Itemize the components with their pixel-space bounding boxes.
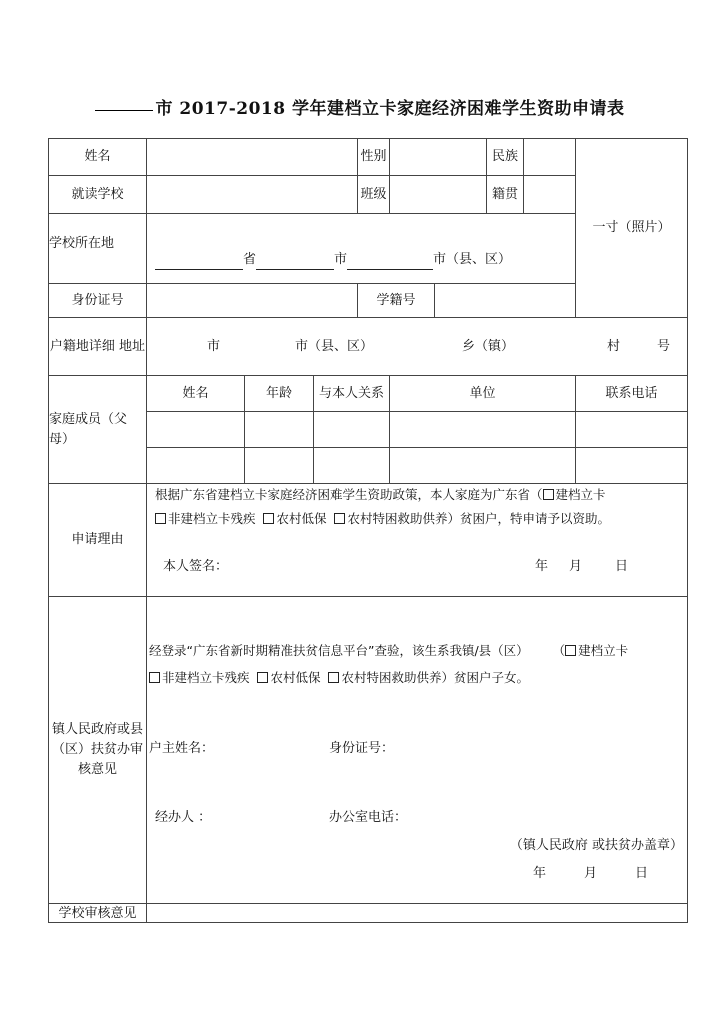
family-cell[interactable] xyxy=(147,448,245,484)
res-county: 市（县、区） xyxy=(295,338,374,354)
province-blank[interactable] xyxy=(155,254,243,270)
family-cell[interactable] xyxy=(314,448,390,484)
checkbox-icon[interactable] xyxy=(565,645,576,656)
res-village: 村 xyxy=(607,338,621,354)
householder-label: 户主姓名： xyxy=(149,741,215,756)
gov-opt1b: 建档立卡 xyxy=(578,643,629,658)
handler-label: 经办人 ： xyxy=(155,810,212,825)
family-cell[interactable] xyxy=(390,412,576,448)
student-no-label: 学籍号 xyxy=(358,284,435,318)
gender-label: 性别 xyxy=(358,139,390,176)
date-month: 月 xyxy=(569,559,583,574)
school-location-label: 学校所在地 xyxy=(49,214,147,284)
row-school-review xyxy=(49,904,688,923)
ethnicity-input[interactable] xyxy=(524,139,576,176)
gov-opt3: 农村低保 xyxy=(270,670,321,685)
photo-box[interactable]: 一寸（照片） xyxy=(576,139,688,318)
school-input[interactable] xyxy=(147,176,358,214)
family-cell[interactable] xyxy=(245,412,314,448)
county-blank[interactable] xyxy=(347,254,433,270)
gov-date-year: 年 xyxy=(533,866,547,881)
gov-line1: 经登录“广东省新时期精准扶贫信息平台”查验，该生系我镇/县（区） xyxy=(149,643,529,658)
native-label: 籍贯 xyxy=(487,176,524,214)
id-input[interactable] xyxy=(147,284,358,318)
checkbox-icon[interactable] xyxy=(543,489,554,500)
row-gov-review xyxy=(49,597,688,904)
school-location-input[interactable] xyxy=(147,214,576,284)
reason-opt4: 农村特困救助供养）贫困户，特申请予以资助。 xyxy=(347,511,610,526)
checkbox-icon[interactable] xyxy=(149,672,160,683)
family-cell[interactable] xyxy=(576,448,688,484)
gender-input[interactable] xyxy=(390,139,487,176)
gov-date-day: 日 xyxy=(635,866,649,881)
checkbox-icon[interactable] xyxy=(263,513,274,524)
city-text: 市 xyxy=(334,251,348,267)
family-cell[interactable] xyxy=(390,448,576,484)
res-number: 号 xyxy=(657,338,671,354)
ethnicity-label: 民族 xyxy=(487,139,524,176)
checkbox-icon[interactable] xyxy=(257,672,268,683)
family-header-employer: 单位 xyxy=(390,376,576,412)
family-label: 家庭成员（父母） xyxy=(49,376,147,484)
native-input[interactable] xyxy=(524,176,576,214)
application-form-table xyxy=(48,138,688,923)
school-review-input[interactable] xyxy=(147,904,688,923)
signature-label: 本人签名： xyxy=(163,559,229,574)
date-day: 日 xyxy=(615,559,629,574)
reason-opt1: 建档立卡 xyxy=(555,487,606,502)
reason-opt2: 非建档立卡残疾 xyxy=(168,511,256,526)
city-name-blank[interactable] xyxy=(95,110,153,111)
family-header-phone: 联系电话 xyxy=(576,376,688,412)
res-city: 市 xyxy=(207,338,221,354)
name-input[interactable] xyxy=(147,139,358,176)
row-residence xyxy=(49,318,688,376)
name-label: 姓名 xyxy=(49,139,147,176)
gov-review-content xyxy=(147,597,688,904)
checkbox-icon[interactable] xyxy=(334,513,345,524)
family-header-name: 姓名 xyxy=(147,376,245,412)
reason-opt3: 农村低保 xyxy=(276,511,327,526)
gov-id-label: 身份证号： xyxy=(329,741,395,756)
province-text: 省 xyxy=(243,251,257,267)
checkbox-icon[interactable] xyxy=(328,672,339,683)
gov-opt1: （ xyxy=(552,643,566,658)
form-title xyxy=(0,94,720,119)
city-blank[interactable] xyxy=(256,254,334,270)
gov-date-month: 月 xyxy=(584,866,598,881)
seal-label: （镇人民政府 或扶贫办盖章） xyxy=(509,838,684,853)
gov-opt4: 农村特困救助供养）贫困户子女。 xyxy=(341,670,529,685)
id-label: 身份证号 xyxy=(49,284,147,318)
residence-label: 户籍地详细 地址 xyxy=(49,318,147,376)
family-cell[interactable] xyxy=(245,448,314,484)
family-header-age: 年龄 xyxy=(245,376,314,412)
class-input[interactable] xyxy=(390,176,487,214)
student-no-input[interactable] xyxy=(435,284,576,318)
family-cell[interactable] xyxy=(147,412,245,448)
form-title-text: 市 2017-2018 学年建档立卡家庭经济困难学生资助申请表 xyxy=(155,99,625,119)
family-cell[interactable] xyxy=(314,412,390,448)
row-reason xyxy=(49,484,688,597)
residence-input[interactable] xyxy=(147,318,688,376)
gov-opt2: 非建档立卡残疾 xyxy=(162,670,250,685)
office-phone-label: 办公室电话： xyxy=(329,810,408,825)
reason-label: 申请理由 xyxy=(49,484,147,597)
row-basic-1 xyxy=(49,139,688,176)
family-header-relation: 与本人关系 xyxy=(314,376,390,412)
res-town: 乡（镇） xyxy=(462,338,515,354)
county-text: 市（县、区） xyxy=(433,251,512,267)
date-year: 年 xyxy=(535,559,549,574)
row-family-header xyxy=(49,376,688,412)
checkbox-icon[interactable] xyxy=(155,513,166,524)
class-label: 班级 xyxy=(358,176,390,214)
gov-review-label: 镇人民政府或县（区）扶贫办审核意见 xyxy=(49,597,147,904)
family-cell[interactable] xyxy=(576,412,688,448)
reason-line1: 根据广东省建档立卡家庭经济困难学生资助政策，本人家庭为广东省（ xyxy=(155,487,543,502)
school-label: 就读学校 xyxy=(49,176,147,214)
reason-content xyxy=(147,484,688,597)
school-review-label: 学校审核意见 xyxy=(49,904,147,923)
